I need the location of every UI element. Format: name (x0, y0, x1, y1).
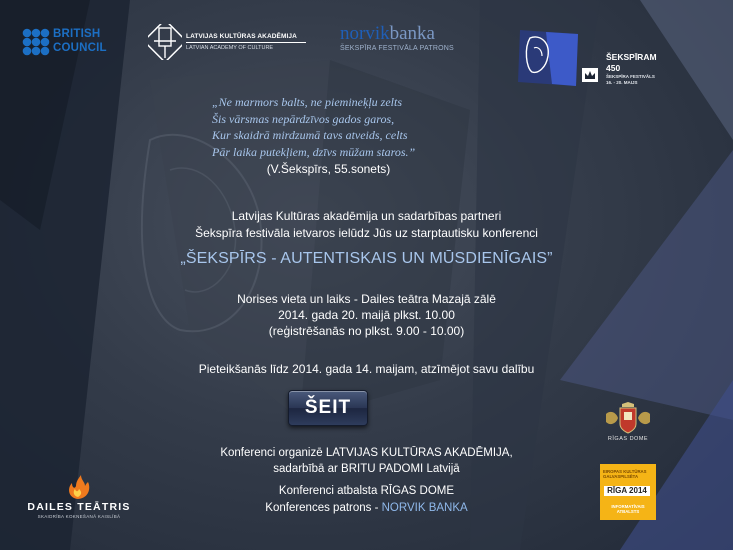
british-council-logo (22, 28, 118, 58)
british-council-line1: BRITISH (53, 28, 101, 40)
festival-sub1: ŠEKSPĪRA FESTIVĀLS (606, 74, 655, 79)
festival-title-line1: ŠEKSPĪRAM (606, 52, 657, 62)
lka-emblem-icon (148, 24, 182, 60)
registration-time: (reģistrēšanās no plkst. 9.00 - 10.00) (268, 324, 465, 338)
riga-2014-badge (600, 464, 656, 520)
lka-logo (148, 24, 328, 60)
norvik-banka-logo (340, 24, 455, 60)
quote-signature: (V.Šekspīrs, 55.sonets) (266, 162, 391, 176)
festival-title (606, 52, 657, 74)
invitation-line-2: Šekspīra festivāla ietvaros ielūdz Jūs uz starptautisku konferenci (195, 226, 538, 240)
registration-deadline: Pieteikšanās līdz 2014. gada 14. maijam, atzīmējot savu dalību (198, 362, 535, 376)
festival-title-line2: 450 (606, 63, 621, 73)
british-council-line2: COUNCIL (53, 41, 107, 54)
eu-line5: ATBALSTS (616, 509, 640, 514)
quote-line-4: Pār laika putekļiem, dzīvs mūžam staros.” (212, 144, 416, 159)
eu-badge-bottom (603, 504, 653, 514)
patron-name: NORVIK BANKA (381, 502, 468, 514)
festival-subtitle (606, 74, 655, 86)
lka-name-en: LATVIAN ACADEMY OF CULTURE (186, 42, 306, 51)
supporter-line: Konferenci atbalsta RĪGAS DOME (278, 485, 455, 497)
festival-sub2: 16. - 20. MAIJS (606, 80, 638, 85)
organizer-line-1: Konferenci organizē LATVIJAS KULTŪRAS AKADĒMIJA, (220, 447, 513, 459)
norvik-wordmark-part2: banka (389, 23, 435, 44)
lka-name-lv: LATVIJAS KULTŪRAS AKADĒMIJA (186, 33, 297, 40)
organizer-line-2: sadarbībā ar BRITU PADOMI Latvijā (273, 463, 460, 475)
quote-line-1: „Ne marmors balts, ne piemineķļu zelts (212, 95, 402, 109)
quote-line-2: Šis vārsmas nepārdzīvos gados garos, (212, 111, 395, 126)
conference-title: „ŠEKSPĪRS - AUTENTISKAIS UN MŪSDIENĪGAIS” (180, 250, 553, 267)
event-place: Norises vieta un laiks - Dailes teātra Mazajā zālē (237, 292, 496, 306)
flame-icon (64, 474, 92, 500)
shakespeare-festival-logo (516, 28, 726, 103)
eu-line1: EIROPAS KULTŪRAS (603, 469, 647, 474)
patron-prefix: Konferences patrons - (265, 502, 382, 514)
event-date: 2014. gada 20. maijā plkst. 10.00 (278, 308, 455, 322)
british-council-wordmark (53, 28, 107, 55)
sonnet-quote (212, 94, 452, 160)
british-council-dots-icon (22, 28, 50, 56)
festival-portrait-icon (516, 28, 602, 88)
register-here-button[interactable]: ŠEIT (288, 390, 368, 426)
norvik-wordmark-part1: norvik (340, 23, 390, 44)
eu-riga-2014: RĪGA 2014 (604, 486, 650, 496)
riga-dome-logo (598, 402, 658, 446)
norvik-wordmark (340, 24, 455, 44)
eu-line4: INFORMATĪVAIS (611, 504, 645, 509)
dailes-teatris-logo (24, 474, 134, 522)
norvik-tagline: ŠEKSPĪRA FESTIVĀLA PATRONS (340, 45, 454, 52)
quote-line-3: Kur skaidrā mirdzumā tavs atveids, celts (212, 128, 408, 142)
riga-dome-label: RĪGAS DOME (607, 436, 649, 442)
riga-coat-of-arms-icon (598, 402, 658, 436)
dailes-tagline: SKAIDRĪBA KOKNEŠANĀ KAISLĪBĀ (37, 514, 121, 519)
invitation-line-1: Latvijas Kultūras akadēmija un sadarbības partneri (231, 209, 502, 223)
dailes-name: DAILES TEĀTRIS (27, 501, 131, 513)
eu-line2: GALVASPILSĒTA (603, 474, 639, 479)
eu-badge-top (603, 469, 653, 479)
